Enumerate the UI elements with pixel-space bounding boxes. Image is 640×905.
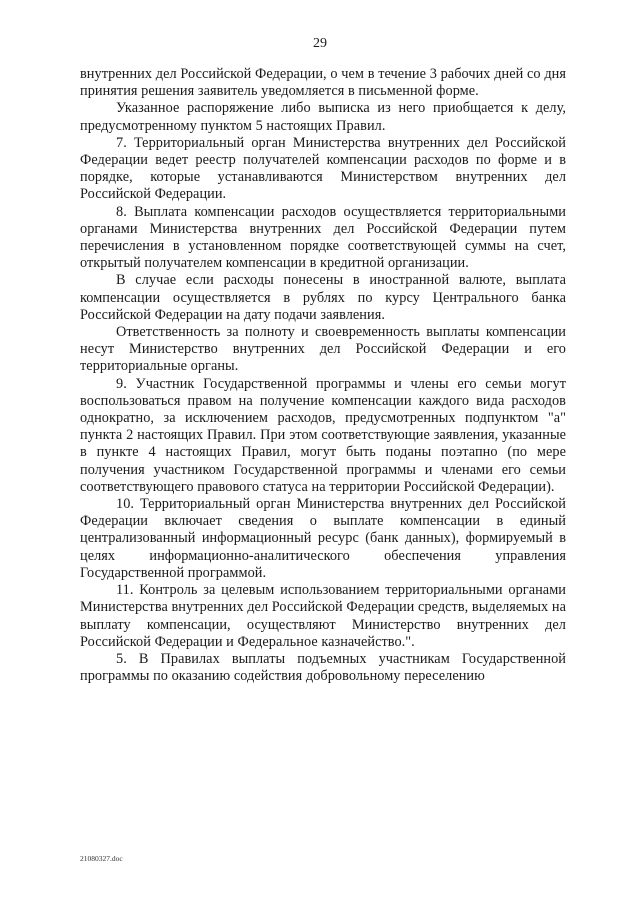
- paragraph-item-9: 9. Участник Государственной программы и члены его семьи могут воспользоваться правом на получение компенсации каждого вида расходов однократно, за исключением расходов, предусмотренных подпунктом "а" пункта 2 настоящих Правил. При этом соответствующие заявления, указанные в пункте 4 настоящих Правил, могут быть поданы поэтапно (по мере получения участником Государственной программы и членами его семьи соответствующего правового статуса на территории Российской Федерации).: [80, 375, 566, 495]
- page-number: 29: [313, 36, 327, 51]
- document-body: [80, 66, 566, 685]
- paragraph-item-11: 11. Контроль за целевым использованием территориальными органами Министерства внутренних дел Российской Федерации средств, выделяемых на выплату компенсации, осуществляют Министерство внутренних дел Российской Федерации и Федеральное казначейство.".: [80, 582, 566, 650]
- paragraph: В случае если расходы понесены в иностранной валюте, выплата компенсации осуществляется в рублях по курсу Центрального банка Российской Федерации на дату подачи заявления.: [80, 272, 566, 323]
- paragraph-continuation: внутренних дел Российской Федерации, о чем в течение 3 рабочих дней со дня принятия решения заявитель уведомляется в письменной форме.: [80, 66, 566, 100]
- paragraph-item-7: 7. Территориальный орган Министерства внутренних дел Российской Федерации ведет реестр получателей компенсации расходов по форме и в порядке, которые устанавливаются Министерством внутренних дел Российской Федерации.: [80, 134, 566, 203]
- footer-document-code: 21080327.doc: [80, 854, 123, 863]
- paragraph-item-8: 8. Выплата компенсации расходов осуществляется территориальными органами Министерства внутренних дел Российской Федерации путем перечисления в установленном порядке соответствующей суммы на счет, открытый получателем компенсации в кредитной организации.: [80, 203, 566, 272]
- paragraph: Ответственность за полноту и своевременность выплаты компенсации несут Министерство внутренних дел Российской Федерации и его территориальные органы.: [80, 324, 566, 375]
- paragraph-item-5: 5. В Правилах выплаты подъемных участникам Государственной программы по оказанию содействия добровольному переселению: [80, 650, 566, 685]
- paragraph: Указанное распоряжение либо выписка из него приобщается к делу, предусмотренному пунктом 5 настоящих Правил.: [80, 100, 566, 134]
- paragraph-item-10: 10. Территориальный орган Министерства внутренних дел Российской Федерации включает сведения о выплате компенсации в единый централизованный информационный ресурс (банк данных), формируемый в целях информационно-аналитического обеспечения управления Государственной программой.: [80, 496, 566, 581]
